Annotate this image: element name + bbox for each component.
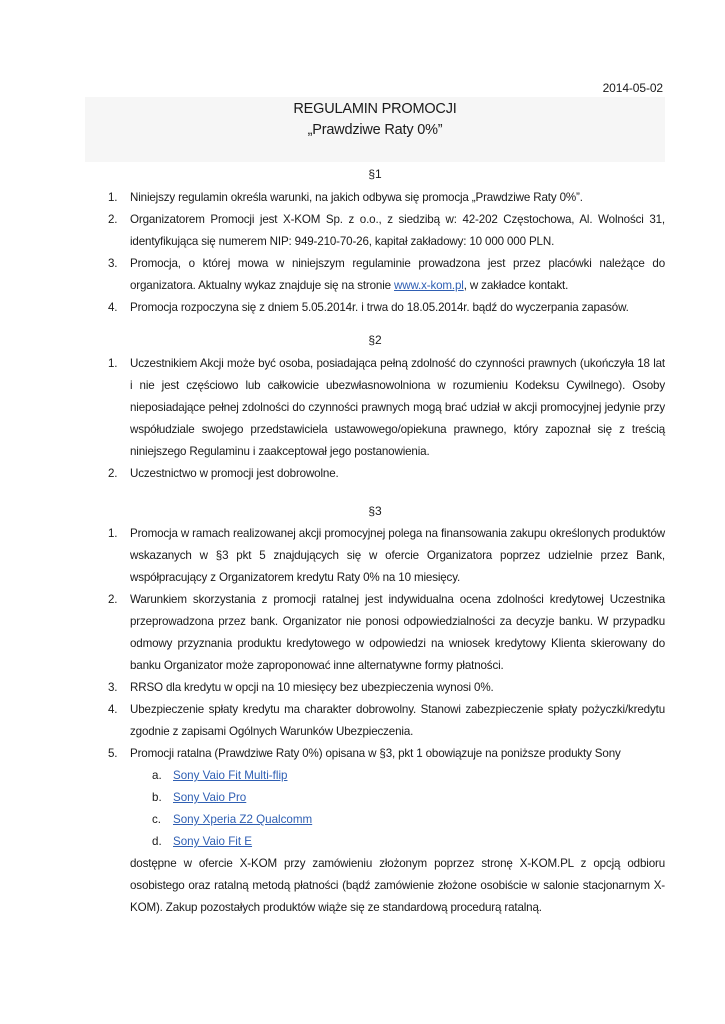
list-item — [108, 677, 665, 699]
item-number: 1. — [108, 527, 118, 540]
list-item — [108, 253, 665, 297]
x-kom-link[interactable]: www.x-kom.pl — [394, 279, 464, 292]
promotion-name: „Prawdziwe Raty 0%” — [307, 122, 443, 138]
section-heading-2: §2 — [368, 333, 382, 347]
item-number: 2. — [108, 593, 118, 606]
list-item — [108, 353, 665, 463]
item-text: Promocja rozpoczyna się z dniem 5.05.2014r. i trwa do 18.05.2014r. bądź do wyczerpania zapasów. — [130, 301, 629, 314]
product-letter: d. — [152, 835, 162, 848]
item-number: 4. — [108, 301, 118, 314]
item-text: Niniejszy regulamin określa warunki, na jakich odbywa się promocja „Prawdziwe Raty 0%”. — [130, 191, 583, 204]
product-letter: c. — [152, 813, 162, 826]
item-text: Uczestnikiem Akcji może być osoba, posiadająca pełną zdolność do czynności prawnych (ukończyła 18 lat i nie jest częściowo lub całkowicie ubezwłasnowolniona w rozumieniu Kodeksu Cywilnego). Osoby nieposiadające pełnej zdolności do czynności prawnych mogą brać udział w akcji promocyjnej jedynie przy współudziale swojego przedstawiciela ustawowego/opiekuna prawnego, który zapoznał się z treścią niniejszego Regulaminu i zaakceptował jego postanowienia. — [130, 357, 665, 458]
product-link-vaio-fit-e[interactable]: Sony Vaio Fit E — [173, 835, 253, 848]
item-text: Organizatorem Promocji jest X-KOM Sp. z o.o., z siedzibą w: 42-202 Częstochowa, Al. Wolności 31, identyfikująca się numerem NIP: 949-210-70-26, kapitał zakładowy: 10 000 000 PLN. — [130, 213, 665, 248]
product-letter: b. — [152, 791, 162, 804]
item-text: Ubezpieczenie spłaty kredytu ma charakter dobrowolny. Stanowi zabezpieczenie spłaty pożyczki/kredytu zgodnie z zapisami Ogólnych Warunków Ubezpieczenia. — [130, 703, 665, 738]
item-number: 2. — [108, 213, 118, 226]
item-number: 1. — [108, 191, 118, 204]
item-number: 1. — [108, 357, 118, 370]
list-item — [108, 187, 665, 209]
product-letter: a. — [152, 769, 162, 782]
list-item — [108, 523, 665, 589]
title-block — [85, 97, 665, 162]
list-item — [108, 209, 665, 253]
item-text-after: , w zakładce kontakt. — [463, 279, 569, 292]
list-item — [108, 297, 665, 319]
document-title: REGULAMIN PROMOCJI — [293, 101, 457, 117]
list-item — [108, 743, 665, 765]
item-number: 3. — [108, 257, 118, 270]
item-text: RRSO dla kredytu w opcji na 10 miesięcy bez ubezpieczenia wynosi 0%. — [130, 681, 494, 694]
item-text — [130, 253, 665, 297]
product-link-xperia-z2[interactable]: Sony Xperia Z2 Qualcomm — [173, 813, 313, 826]
product-link-vaio-pro[interactable]: Sony Vaio Pro — [173, 791, 247, 804]
list-item — [108, 463, 665, 485]
item-text: Uczestnictwo w promocji jest dobrowolne. — [130, 467, 339, 480]
item-number: 5. — [108, 747, 118, 760]
list-item — [108, 699, 665, 743]
item-number: 3. — [108, 681, 118, 694]
item-text-before: Promocja, o której mowa w niniejszym regulaminie prowadzona jest przez placówki należące do organizatora. Aktualny wykaz znajduje się na stronie — [130, 257, 665, 292]
product-item — [152, 765, 287, 787]
item-number: 2. — [108, 467, 118, 480]
section-heading-1: §1 — [368, 167, 382, 181]
product-item — [152, 831, 252, 853]
section-heading-3: §3 — [368, 504, 382, 518]
item-text: Promocji ratalna (Prawdziwe Raty 0%) opisana w §3, pkt 1 obowiązuje na poniższe produkty Sony — [130, 747, 621, 760]
product-item — [152, 787, 246, 809]
document-date: 2014-05-02 — [602, 81, 663, 95]
item-text: Promocja w ramach realizowanej akcji promocyjnej polega na finansowania zakupu określonych produktów wskazanych w §3 pkt 5 znajdujących się w ofercie Organizatora poprzez udzielnie przez Bank, współpracujący z Organizatorem kredytu Raty 0% na 10 miesięcy. — [130, 527, 665, 584]
item-text: Warunkiem skorzystania z promocji ratalnej jest indywidualna ocena zdolności kredytowej Uczestnika przeprowadzona przez bank. Organizator nie ponosi odpowiedzialności za decyzje banku. W przypadku odmowy przyznania produktu kredytowego w odpowiedzi na wniosek kredytowy Klienta skierowany do banku Organizator może zaproponować inne alternatywne formy płatności. — [130, 593, 665, 672]
item-number: 4. — [108, 703, 118, 716]
list-item — [108, 589, 665, 677]
product-item — [152, 809, 312, 831]
product-link-vaio-fit-multi-flip[interactable]: Sony Vaio Fit Multi-flip — [173, 769, 288, 782]
closing-paragraph: dostępne w ofercie X-KOM przy zamówieniu złożonym poprzez stronę X-KOM.PL z opcją odbioru osobistego oraz ratalną metodą płatności (bądź zamówienie złożone osobiście w salonie stacjonarnym X-KOM). Zakup pozostałych produktów wiąże się ze standardową procedurą ratalną. — [130, 857, 665, 914]
